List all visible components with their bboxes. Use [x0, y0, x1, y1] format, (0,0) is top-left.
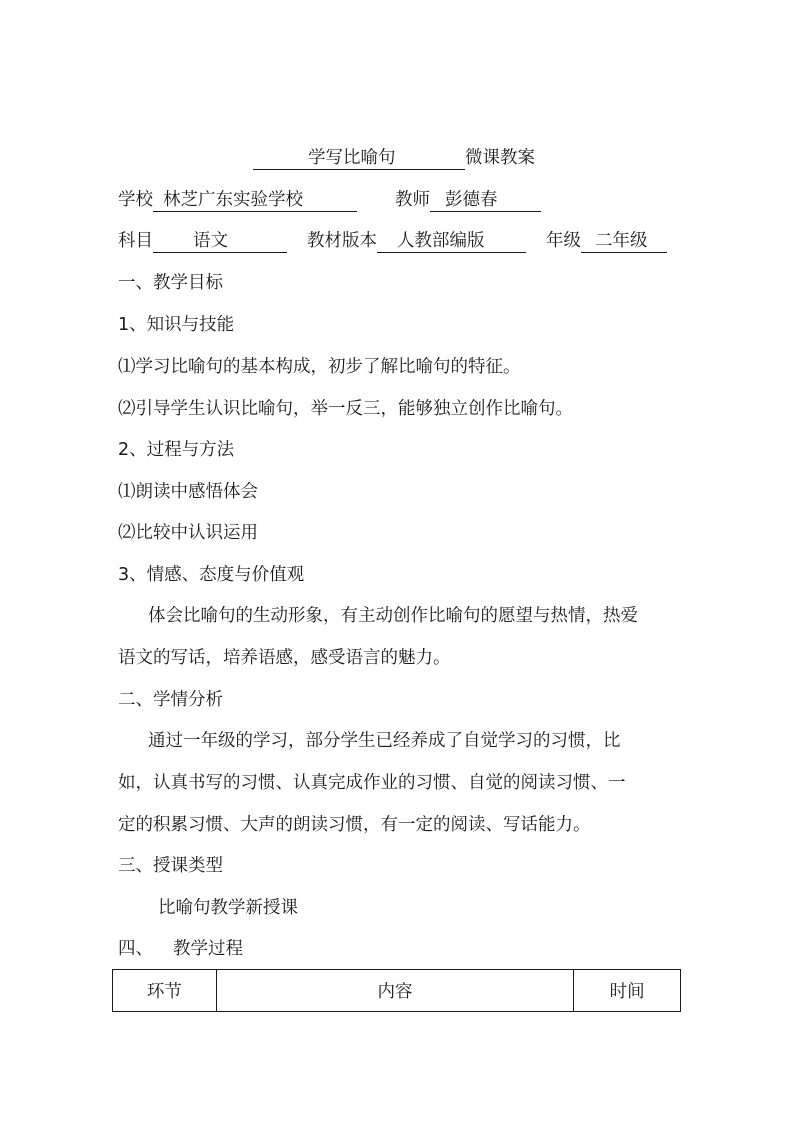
edition-label: 教材版本: [307, 231, 377, 251]
table-header-step: 环节: [113, 970, 217, 1012]
knowledge-item-2: ⑵引导学生认识比喻句，举一反三，能够独立创作比喻句。: [118, 399, 573, 419]
school-teacher-row: [118, 188, 541, 212]
grade-label: 年级: [546, 231, 581, 251]
grade-field: [581, 230, 667, 253]
knowledge-heading: 1、知识与技能: [118, 315, 235, 335]
type-heading: 三、授课类型: [118, 856, 223, 876]
teacher-label: 教师: [395, 190, 430, 210]
procedure-table-header-row: [113, 970, 681, 1012]
analysis-heading: 二、学情分析: [118, 690, 223, 710]
analysis-paragraph-line-1: 通过一年级的学习，部分学生已经养成了自觉学习的习惯，比: [148, 731, 621, 751]
process-item-1: ⑴朗读中感悟体会: [118, 482, 258, 502]
title-topic-underline: [253, 147, 465, 170]
process-item-2: ⑵比较中认识运用: [118, 523, 258, 543]
teacher-field: [430, 189, 541, 212]
table-header-time: 时间: [574, 970, 681, 1012]
edition-field: [377, 230, 526, 253]
emotion-heading: 3、情感、态度与价值观: [118, 565, 305, 585]
document-title: [253, 146, 535, 170]
process-heading: 2、过程与方法: [118, 440, 235, 460]
school-label: 学校: [118, 190, 153, 210]
emotion-paragraph-line-2: 语文的写话，培养语感，感受语言的魅力。: [118, 648, 451, 668]
procedure-heading-number: 四、: [118, 939, 153, 959]
procedure-heading-text: 教学过程: [173, 939, 243, 959]
goals-heading: 一、教学目标: [118, 273, 223, 293]
analysis-paragraph-line-2: 如，认真书写的习惯、认真完成作业的习惯、自觉的阅读习惯、一: [118, 773, 626, 793]
subject-edition-grade-row: [118, 229, 667, 253]
procedure-heading: [118, 937, 243, 961]
edition-value: 人教部编版: [397, 231, 485, 251]
type-value: 比喻句教学新授课: [158, 898, 298, 918]
subject-field: [153, 230, 287, 253]
knowledge-item-1: ⑴学习比喻句的基本构成，初步了解比喻句的特征。: [118, 357, 521, 377]
school-value: 林芝广东实验学校: [163, 190, 303, 210]
emotion-paragraph-line-1: 体会比喻句的生动形象，有主动创作比喻句的愿望与热情，热爱: [148, 606, 638, 626]
procedure-table: [112, 969, 681, 1012]
title-suffix: 微课教案: [465, 148, 535, 168]
table-header-content: 内容: [216, 970, 574, 1012]
grade-value: 二年级: [595, 231, 648, 251]
subject-value: 语文: [193, 231, 228, 251]
teacher-value: 彭德春: [445, 190, 498, 210]
school-field: [153, 189, 357, 212]
analysis-paragraph-line-3: 定的积累习惯、大声的朗读习惯，有一定的阅读、写话能力。: [118, 815, 591, 835]
title-topic: 学写比喻句: [308, 148, 396, 168]
subject-label: 科目: [118, 231, 153, 251]
